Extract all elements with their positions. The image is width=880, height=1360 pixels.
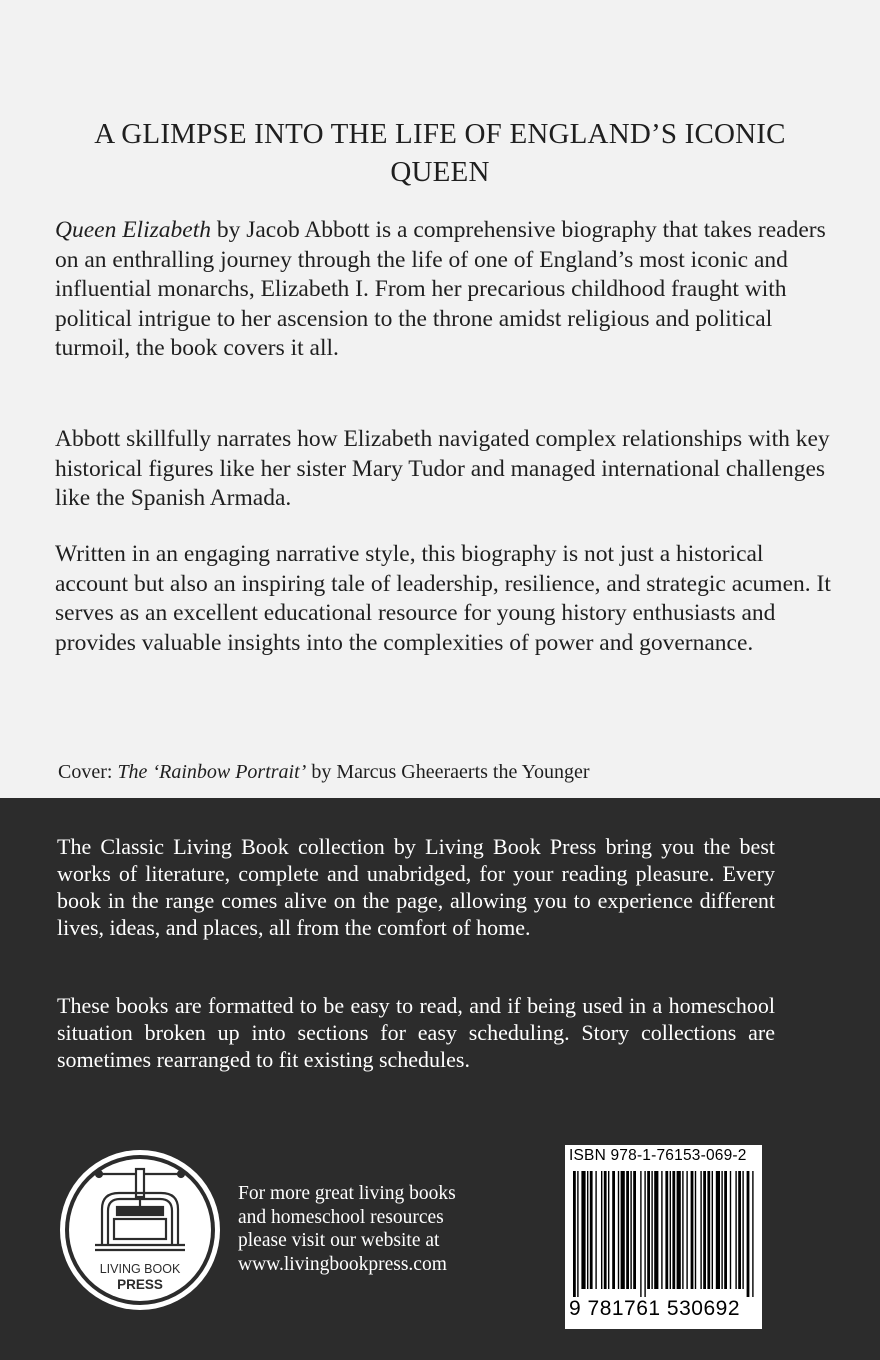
book-title: Queen Elizabeth [55,217,211,243]
barcode-bar [581,1171,585,1289]
barcode-bar [682,1171,683,1289]
promo-line: and homeschool resources [238,1206,444,1228]
barcode-bar [590,1171,593,1289]
barcode-bar [686,1171,687,1289]
barcode-bar [691,1171,694,1289]
barcode-bars [573,1171,755,1297]
barcode-bar [712,1171,713,1289]
barcode-bar [595,1171,596,1289]
cover-credit-prefix: Cover: [58,761,118,783]
barcode-bar [716,1171,720,1289]
cover-credit-title: The ‘Rainbow Portrait’ [117,761,307,783]
barcode-bar [604,1171,607,1289]
barcode-bar [672,1171,675,1289]
barcode-bar [601,1171,602,1289]
description-paragraph-1 [55,216,835,364]
description-paragraph-3: Written in an engaging narrative style, this biography is not just a historical account but also an inspiring tale of leadership, resilience, and strategic acumen. It serves as an excellent educational resource for young history enthusiasts and provides valuable insights into the complexities of power and governance. [55,541,831,656]
barcode-bar [721,1171,722,1289]
barcode-bar [735,1171,736,1289]
barcode-bar [626,1171,629,1289]
barcode-bar [730,1171,731,1289]
website-promo [238,1182,456,1276]
publisher-paragraph-1: The Classic Living Book collection by Living Book Press bring you the best works of literature, complete and unabridged, for your reading pleasure. Every book in the range comes alive on the page, allowing you to experience different lives, ideas, and places, all from the comfort of home. [57,834,775,940]
barcode-bar [608,1171,609,1289]
website-url: www.livingbookpress.com [238,1253,447,1275]
logo-line-2: PRESS [117,1277,163,1292]
barcode-bar [738,1171,741,1289]
living-book-press-logo [57,1147,223,1313]
isbn-digits: 9 781761 530692 [569,1297,740,1320]
barcode-bar [640,1171,641,1297]
cover-credit-suffix: by Marcus Gheeraerts the Younger [306,761,590,783]
isbn-label: ISBN 978-1-76153-069-2 [569,1147,747,1164]
barcode-bar [618,1171,619,1289]
barcode-bar [703,1171,706,1289]
publisher-paragraph-2: These books are formatted to be easy to read, and if being used in a homeschool situation broken up into sections for easy scheduling. Story collections are sometimes rearranged to fit existing schedules. [57,993,775,1072]
barcode-bar [700,1171,701,1289]
isbn-barcode [565,1145,762,1329]
barcode-bar [587,1171,588,1289]
barcode-bar [665,1171,668,1289]
description-paragraph-2: Abbott skillfully narrates how Elizabeth navigated complex relationships with key historical figures like her sister Mary Tudor and managed international challenges like the Spanish Armada. [55,426,830,511]
barcode-bar [573,1171,576,1297]
barcode-bar [677,1171,681,1289]
barcode-bar [651,1171,652,1289]
barcode-bar [695,1171,696,1289]
promo-line: please visit our website at [238,1230,440,1251]
barcode-bar [633,1171,636,1289]
barcode-bar [577,1171,578,1297]
barcode-bar [647,1171,650,1289]
barcode-bar [621,1171,625,1289]
barcode-bar [644,1171,645,1297]
description-paragraph-1-text: by Jacob Abbott is a comprehensive biography that takes readers on an enthralling journey through the life of one of England’s most iconic and influential monarchs, Elizabeth I. From her precarious childhood fraught with political intrigue to her ascension to the throne amidst religious and political turmoil, the book covers it all. [55,217,826,361]
barcode-bar [670,1171,671,1289]
barcode-bar [707,1171,710,1289]
barcode-bar [742,1171,743,1289]
barcode-bar [747,1171,750,1297]
promo-line: For more great living books [238,1183,456,1204]
barcode-bar [724,1171,727,1289]
cover-credit [58,758,590,786]
barcode-bar [612,1171,615,1289]
barcode-bar [654,1171,658,1289]
logo-line-1: LIVING BOOK [99,1262,181,1276]
barcode-bar [752,1171,753,1297]
barcode-bar [630,1171,631,1289]
barcode-bar [661,1171,662,1289]
publisher-section [0,798,880,1360]
headline: A GLIMPSE INTO THE LIFE OF ENGLAND’S ICONIC QUEEN [94,118,786,188]
